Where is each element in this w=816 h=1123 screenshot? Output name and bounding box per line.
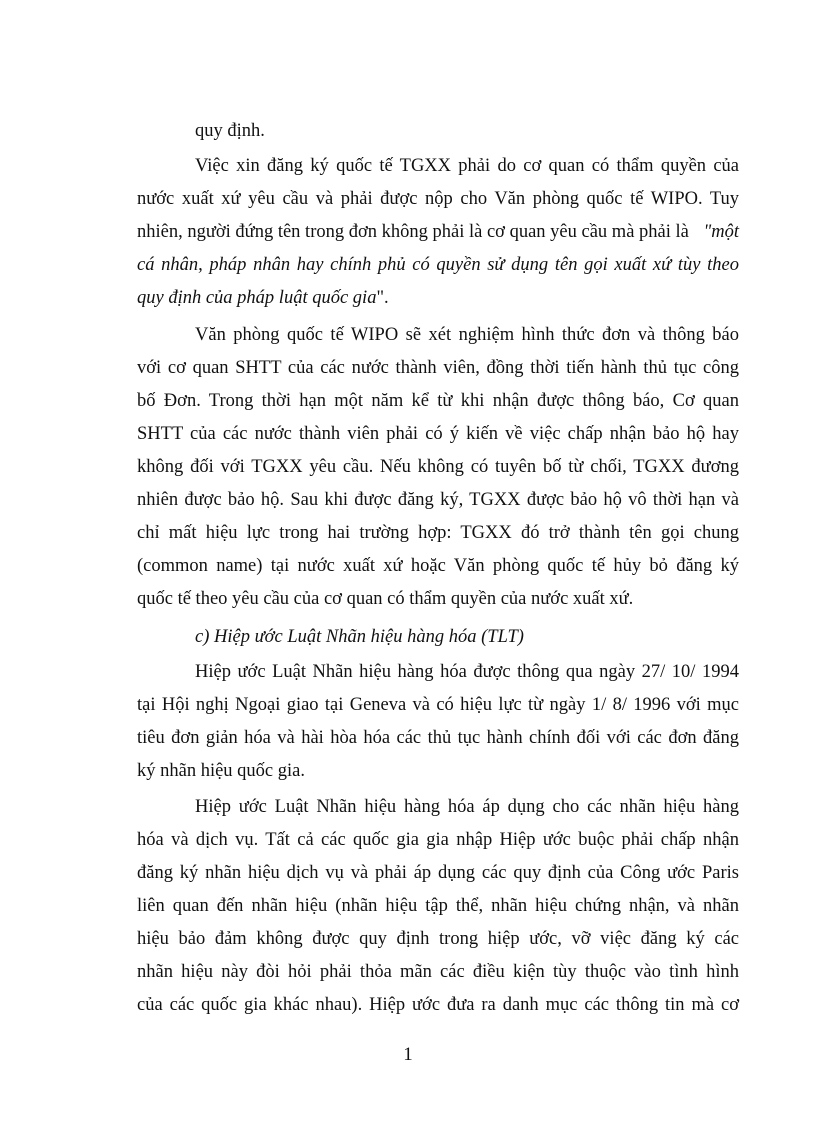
text-line: (common name) tại nước xuất xứ hoặc Văn phòng quốc tế hủy bỏ đăng ký	[137, 556, 739, 576]
text-line	[137, 288, 389, 309]
page-number: 1	[403, 1044, 413, 1065]
text-line: hóa và dịch vụ. Tất cả các quốc gia gia nhập Hiệp ước buộc phải chấp nhận	[137, 830, 739, 850]
text-line: tại Hội nghị Ngoại giao tại Geneva và có hiệu lực từ ngày 1/ 8/ 1996 với mục	[137, 695, 739, 715]
quote-start: "một	[703, 222, 739, 242]
text-line: Hiệp ước Luật Nhãn hiệu hàng hóa áp dụng cho các nhãn hiệu hàng	[195, 797, 739, 817]
text-line: Văn phòng quốc tế WIPO sẽ xét nghiệm hình thức đơn và thông báo	[195, 325, 739, 345]
text-line	[137, 222, 739, 243]
text-line: quốc tế theo yêu cầu của cơ quan có thẩm quyền của nước xuất xứ.	[137, 589, 634, 609]
text-line: bố Đơn. Trong thời hạn một năm kể từ khi nhận được thông báo, Cơ quan	[137, 391, 739, 411]
text-line: Hiệp ước Luật Nhãn hiệu hàng hóa được thông qua ngày 27/ 10/ 1994	[195, 662, 739, 682]
quote-end: ".	[376, 288, 389, 308]
text-line: nhãn hiệu này đòi hỏi phải thỏa mãn các điều kiện tùy thuộc vào tình hình	[137, 962, 739, 982]
text-line: chỉ mất hiệu lực trong hai trường hợp: TGXX đó trở thành tên gọi chung	[137, 523, 739, 543]
text-span: nhiên, người đứng tên trong đơn không phải là cơ quan yêu cầu mà phải là	[137, 222, 689, 242]
text-line: tiêu đơn giản hóa và hài hòa hóa các thủ tục hành chính đối với các đơn đăng	[137, 728, 739, 748]
text-line: đăng ký nhãn hiệu dịch vụ và phải áp dụng các quy định của Công ước Paris	[137, 863, 739, 883]
text-line: SHTT của các nước thành viên phải có ý kiến về việc chấp nhận bảo hộ hay	[137, 424, 739, 444]
quote-text: quy định của pháp luật quốc gia	[137, 288, 377, 308]
text-line: ký nhãn hiệu quốc gia.	[137, 761, 305, 781]
text-line: của các quốc gia khác nhau). Hiệp ước đưa ra danh mục các thông tin mà cơ	[137, 995, 739, 1015]
text-line: với cơ quan SHTT của các nước thành viên, đồng thời tiến hành thủ tục công	[137, 358, 739, 378]
text-line: nhiên được bảo hộ. Sau khi được đăng ký, TGXX được bảo hộ vô thời hạn và	[137, 490, 739, 510]
text-line: cá nhân, pháp nhân hay chính phủ có quyền sử dụng tên gọi xuất xứ tùy theo	[137, 255, 739, 275]
section-heading: c) Hiệp ước Luật Nhãn hiệu hàng hóa (TLT)	[195, 627, 524, 647]
text-line: Việc xin đăng ký quốc tế TGXX phải do cơ quan có thẩm quyền của	[195, 156, 739, 176]
text-line: liên quan đến nhãn hiệu (nhãn hiệu tập thể, nhãn hiệu chứng nhận, và nhãn	[137, 896, 739, 916]
text-line: hiệu bảo đảm không được quy định trong hiệp ước, vỡ việc đăng ký các	[137, 929, 739, 949]
text-line: quy định.	[195, 121, 265, 141]
text-line: không đối với TGXX yêu cầu. Nếu không có tuyên bố từ chối, TGXX đương	[137, 457, 739, 477]
text-line: nước xuất xứ yêu cầu và phải được nộp cho Văn phòng quốc tế WIPO. Tuy	[137, 189, 739, 209]
